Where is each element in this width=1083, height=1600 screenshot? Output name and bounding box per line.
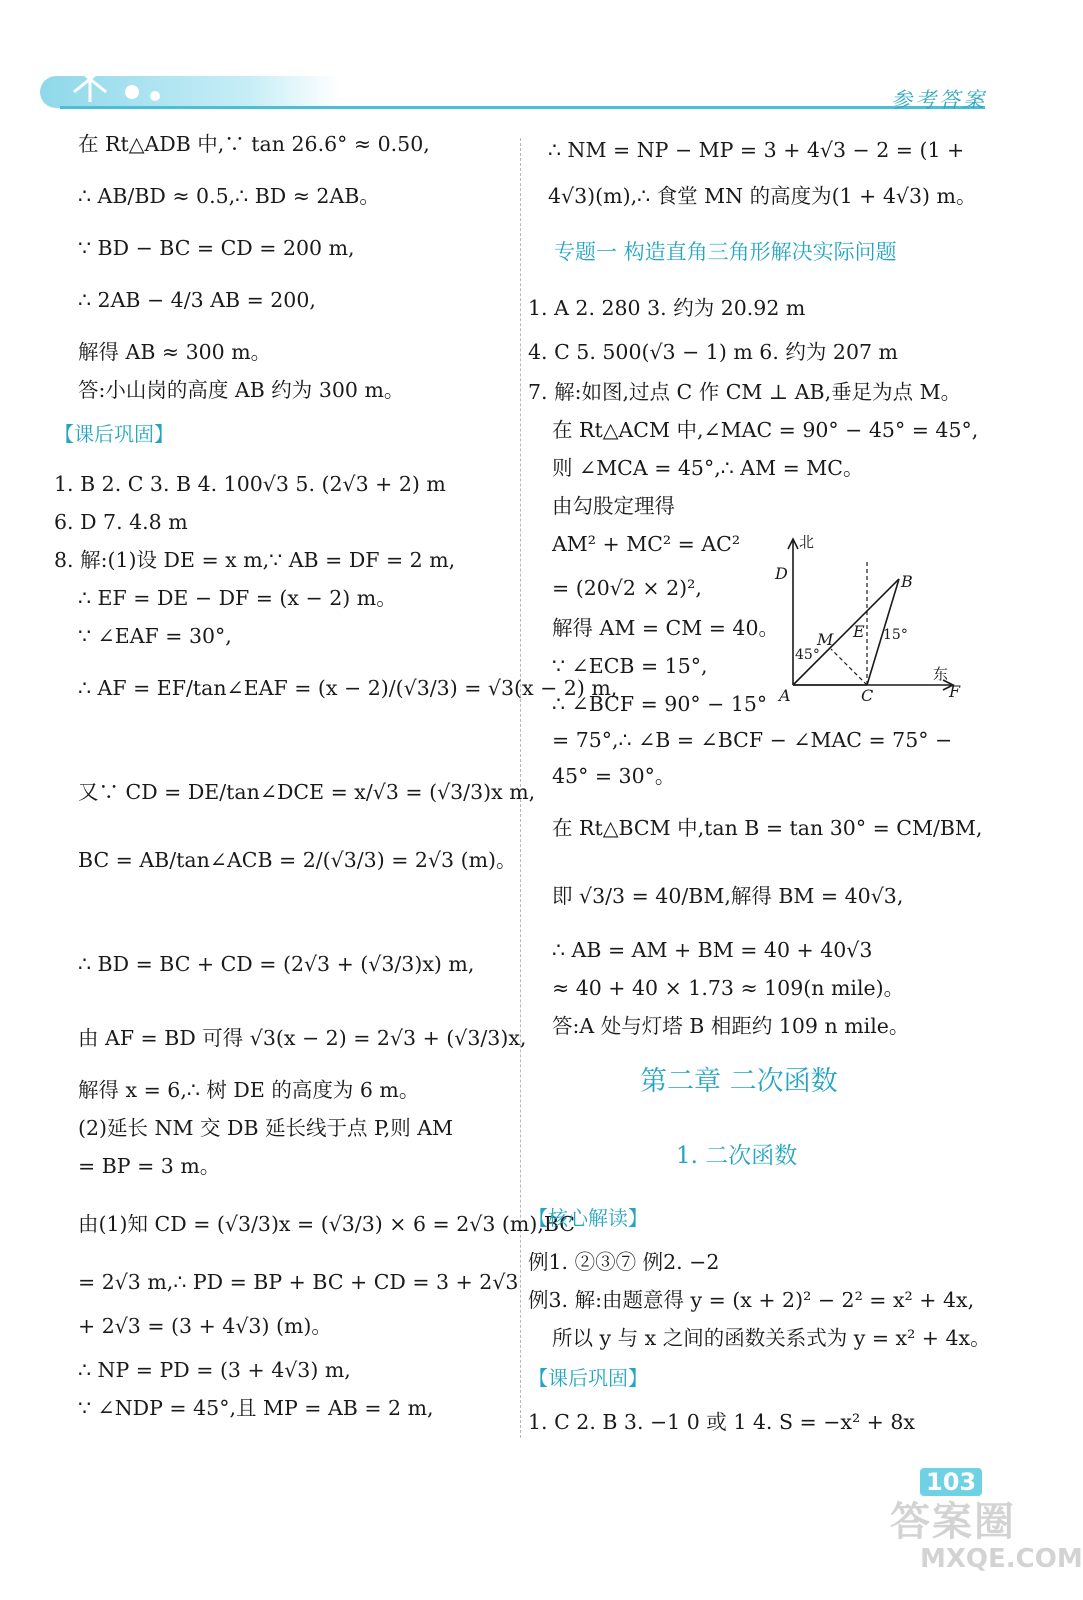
text-line: ∴ AB/BD ≈ 0.5,∴ BD ≈ 2AB。 bbox=[78, 184, 380, 208]
north-label: 北 bbox=[799, 533, 815, 551]
text-line: = 2√3 m,∴ PD = BP + BC + CD = 3 + 2√3 bbox=[78, 1270, 519, 1294]
text-line: = (20√2 × 2)², bbox=[552, 576, 702, 600]
chapter-title: 第二章 二次函数 bbox=[640, 1066, 838, 1097]
text-line: 答:小山岗的高度 AB 约为 300 m。 bbox=[78, 378, 405, 402]
text-line: ∴ AB = AM + BM = 40 + 40√3 bbox=[552, 938, 873, 962]
text-line: 在 Rt△BCM 中,tan B = tan 30° = CM/BM, bbox=[552, 816, 983, 840]
text-line: ∵ BD − BC = CD = 200 m, bbox=[78, 236, 355, 260]
topic-title: 专题一 构造直角三角形解决实际问题 bbox=[554, 240, 897, 264]
text-line: ∴ EF = DE − DF = (x − 2) m。 bbox=[78, 586, 397, 610]
point-label: E bbox=[853, 622, 865, 641]
east-label: 东 bbox=[933, 665, 949, 683]
text-line: = BP = 3 m。 bbox=[78, 1154, 221, 1178]
solution-line: 8. 解:(1)设 DE = x m,∵ AB = DF = 2 m, bbox=[54, 548, 456, 572]
page-number: 103 bbox=[920, 1468, 982, 1496]
text-line: ∴ ∠BCF = 90° − 15° bbox=[552, 692, 768, 716]
text-line: 4√3)(m),∴ 食堂 MN 的高度为(1 + 4√3) m。 bbox=[548, 184, 977, 208]
text-line: 解得 AM = CM = 40。 bbox=[552, 616, 779, 640]
text-line: = 75°,∴ ∠B = ∠BCF − ∠MAC = 75° − bbox=[552, 728, 953, 752]
answer-line: 1. C 2. B 3. −1 0 或 1 4. S = −x² + 8x bbox=[528, 1410, 915, 1434]
text-line: 解得 x = 6,∴ 树 DE 的高度为 6 m。 bbox=[78, 1078, 420, 1102]
answer-line: 1. B 2. C 3. B 4. 100√3 5. (2√3 + 2) m bbox=[54, 472, 446, 496]
example-line: 例3. 解:由题意得 y = (x + 2)² − 2² = x² + 4x, bbox=[528, 1288, 975, 1312]
text-line: 由(1)知 CD = (√3/3)x = (√3/3) × 6 = 2√3 (m),BC bbox=[78, 1212, 575, 1236]
watermark-domain: MXQE.COM bbox=[920, 1544, 1083, 1574]
text-line: BC = AB/tan∠ACB = 2/(√3/3) = 2√3 (m)。 bbox=[78, 848, 517, 872]
text-line: ∴ AF = EF/tan∠EAF = (x − 2)/(√3/3) = √3(x − 2) m, bbox=[78, 676, 618, 700]
text-line: 即 √3/3 = 40/BM,解得 BM = 40√3, bbox=[552, 884, 904, 908]
section-label: 【课后巩固】 bbox=[528, 1366, 648, 1390]
text-line: ≈ 40 + 40 × 1.73 ≈ 109(n mile)。 bbox=[552, 976, 905, 1000]
text-line: 45° = 30°。 bbox=[552, 764, 676, 788]
point-label: M bbox=[817, 630, 834, 649]
text-line: 由 AF = BD 可得 √3(x − 2) = 2√3 + (√3/3)x, bbox=[78, 1026, 527, 1050]
answer-line: 4. C 5. 500(√3 − 1) m 6. 约为 207 m bbox=[528, 340, 898, 364]
point-label: A bbox=[779, 686, 791, 705]
lesson-title: 1. 二次函数 bbox=[676, 1143, 798, 1169]
header-tag: 参考答案 bbox=[891, 88, 987, 112]
text-line: 答:A 处与灯塔 B 相距约 109 n mile。 bbox=[552, 1014, 910, 1038]
answer-line: 6. D 7. 4.8 m bbox=[54, 510, 188, 534]
text-line: ∴ NM = NP − MP = 3 + 4√3 − 2 = (1 + bbox=[548, 138, 965, 162]
text-line: AM² + MC² = AC² bbox=[552, 532, 741, 556]
text-line: 解得 AB ≈ 300 m。 bbox=[78, 340, 272, 364]
windmill-icon bbox=[60, 52, 170, 106]
text-line: 由勾股定理得 bbox=[552, 494, 675, 518]
answer-line: 1. A 2. 280 3. 约为 20.92 m bbox=[528, 296, 806, 320]
text-line: ∴ BD = BC + CD = (2√3 + (√3/3)x) m, bbox=[78, 952, 475, 976]
point-label: C bbox=[861, 686, 874, 705]
text-line: + 2√3 = (3 + 4√3) (m)。 bbox=[78, 1314, 332, 1338]
point-label: B bbox=[901, 572, 913, 591]
text-line: ∴ 2AB − 4/3 AB = 200, bbox=[78, 288, 316, 312]
text-line: 在 Rt△ADB 中,∵ tan 26.6° ≈ 0.50, bbox=[78, 132, 430, 156]
geometry-diagram bbox=[773, 527, 963, 707]
page-header bbox=[0, 0, 1083, 120]
text-line: ∵ ∠ECB = 15°, bbox=[552, 654, 708, 678]
text-line: ∵ ∠EAF = 30°, bbox=[78, 624, 232, 648]
angle-label: 45° bbox=[795, 647, 820, 663]
text-line: 在 Rt△ACM 中,∠MAC = 90° − 45° = 45°, bbox=[552, 418, 979, 442]
text-line: ∴ NP = PD = (3 + 4√3) m, bbox=[78, 1358, 351, 1382]
text-line: 则 ∠MCA = 45°,∴ AM = MC。 bbox=[552, 456, 864, 480]
section-label: 【课后巩固】 bbox=[54, 422, 174, 446]
section-label: 【核心解读】 bbox=[528, 1206, 648, 1230]
text-line: 所以 y 与 x 之间的函数关系式为 y = x² + 4x。 bbox=[552, 1326, 991, 1350]
header-rule bbox=[60, 106, 985, 109]
text-line: ∵ ∠NDP = 45°,且 MP = AB = 2 m, bbox=[78, 1396, 434, 1420]
watermark-text: 答案圈 bbox=[890, 1499, 1016, 1545]
point-label: D bbox=[775, 564, 788, 583]
solution-line: 7. 解:如图,过点 C 作 CM ⊥ AB,垂足为点 M。 bbox=[528, 380, 962, 404]
watermark bbox=[890, 1490, 1083, 1598]
angle-label: 15° bbox=[883, 627, 908, 643]
text-line: 又∵ CD = DE/tan∠DCE = x/√3 = (√3/3)x m, bbox=[78, 780, 536, 804]
text-line: (2)延长 NM 交 DB 延长线于点 P,则 AM bbox=[78, 1116, 454, 1140]
point-label: F bbox=[949, 682, 961, 701]
example-line: 例1. ②③⑦ 例2. −2 bbox=[528, 1250, 720, 1274]
